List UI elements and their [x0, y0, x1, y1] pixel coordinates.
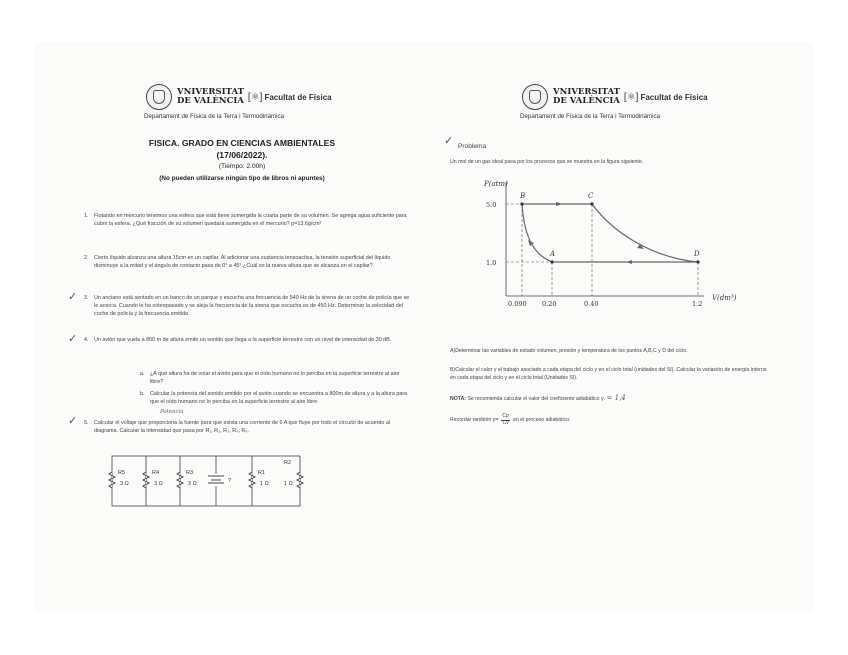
x-axis-label: V(dm³)	[712, 294, 737, 302]
exam-title: FISICA. GRADO EN CIENCIAS AMBIENTALES	[148, 138, 336, 148]
resistor-value: 3 Ω	[154, 481, 163, 487]
resistor-r1	[249, 472, 255, 488]
problem-intro: Un mol de un gas ideal pasa por los procesos que se muestra en la figura siguiente.	[450, 159, 644, 165]
resistor-value: 1 Ω	[260, 481, 269, 487]
pv-diagram	[484, 174, 754, 324]
resistor-r5	[109, 472, 115, 488]
faculty-name: Facultat de Física	[264, 92, 332, 102]
university-seal-icon	[146, 84, 172, 110]
department-name: Departament de Física de la Terra i Termodinàmica	[520, 113, 661, 120]
handwritten-note: Potencia	[160, 409, 184, 415]
part-a: A)Determinar las variables de estado volumen, presión y temperatura de los puntos A,B,C y D del ciclo.	[450, 348, 688, 354]
point-d	[696, 260, 699, 263]
recordar: Recordar también γ= $\frac{Cp}{Cv}$ en el proceso adiabático.	[450, 413, 571, 426]
resistor-value: 3 Ω	[120, 481, 129, 487]
x-tick-label: 0.090	[508, 300, 527, 308]
point-label: B	[520, 192, 526, 200]
university-logo	[522, 84, 708, 110]
faculty-icon: [⚛]	[247, 91, 263, 103]
checkmark-icon: ✓	[68, 333, 78, 345]
source-label: ?	[228, 478, 232, 484]
question-1: 1. Flotando en mercurio tenemos una esfera que está tiene sumergida la cuarta parte de su volumen. Se agrega agua suficiente para cubrir la esfera. ¿Qué fracción de su volumen quedará sumergida en el mercurio? ρ=13.6g/cm³	[84, 213, 407, 228]
resistor-value: 1 Ω	[284, 481, 293, 487]
y-tick-label: 5.0	[486, 201, 497, 209]
question-5: 5. Calcular el voltaje que proporciona la fuente para que exista una corriente de 6 A que fluye por todo el circuito de acuerdo al diagrama. Calcular la intensidad que pasa por R₁, R₂, R₃, R₄, R₅.	[84, 420, 391, 435]
part-b: B)Calcular el calor y el trabajo asociado a cada etapa del ciclo y en el ciclo total (unidades del SI). Calcular la variación de energía interna en cada etapa del ciclo y en el ciclo total (Unidades SI).	[450, 367, 767, 382]
x-tick-label: 0.20	[542, 300, 557, 308]
resistor-label: R1	[258, 470, 266, 476]
question-3: 3. Un anciano está sentado en un banco de un parque y escucha una frecuencia de 540 Hz de la sirena de un coche de policía que se le acerca. Cuando le ha sobrepasado y se aleja la frecuencia de la sirena que escucha es de 450 Hz. Determinar la velocidad del coche de policía y la frecuencia emitida	[84, 295, 410, 318]
department-name: Departament de Física de la Terra i Termodinàmica	[144, 113, 285, 120]
resistor-label: R2	[284, 460, 292, 466]
arrow-icon	[626, 260, 632, 264]
exam-page-1	[56, 42, 428, 612]
faculty-icon: [⚛]	[623, 91, 639, 103]
point-c	[590, 202, 593, 205]
exam-page-2	[444, 42, 804, 612]
cp-cv-fraction: $\frac{Cp}{Cv}$	[502, 413, 509, 426]
x-tick-label: 0.40	[584, 300, 599, 308]
question-4b: b. Calcular la potencia del sonido emitido por el avión cuando se encuentra a 800m de altura y a la altura para que el oído humano no lo perciba en la superficie terrestre al aire libre.	[140, 391, 408, 406]
university-logo	[146, 84, 332, 110]
process-cd	[592, 204, 698, 262]
point-label: A	[550, 250, 556, 258]
checkmark-icon: ✓	[444, 135, 454, 147]
exam-time: (Tiempo: 2.00h)	[218, 163, 266, 170]
question-4a: a. ¿A qué altura ha de volar el avión para que el oído humano no lo perciba en la superficie terrestre al aire libre?	[140, 371, 400, 386]
circuit-diagram	[108, 452, 308, 512]
resistor-r4	[143, 472, 149, 488]
point-a	[550, 260, 553, 263]
faculty-name: Facultat de Física	[640, 92, 708, 102]
checkmark-icon: ✓	[68, 415, 78, 427]
resistor-r3	[177, 472, 183, 488]
checkmark-icon: ✓	[68, 291, 78, 303]
arrow-icon	[556, 202, 562, 206]
point-b	[520, 202, 523, 205]
resistor-label: R4	[152, 470, 160, 476]
arrow-icon	[528, 240, 534, 246]
exam-date: (17/06/2022).	[216, 150, 268, 160]
y-tick-label: 1.0	[486, 259, 497, 267]
university-seal-icon	[522, 84, 548, 110]
y-axis-label: P(atm)	[484, 180, 508, 188]
point-label: C	[588, 192, 594, 200]
circuit-wire	[112, 456, 300, 506]
university-name: VNIVERSITAT DE VALÈNCIA	[553, 87, 620, 106]
nota: NOTA: Se recomienda calcular el valor del coeficiente adiabático γ. = 1,4	[450, 394, 626, 402]
resistor-value: 3 Ω	[188, 481, 197, 487]
scanned-sheet	[34, 42, 814, 612]
question-4: 4. Un avión que vuela a 800 m de altura emite un sonido que llega a la superficie terrestre con un nivel de intensidad de 30 dB.	[84, 337, 392, 343]
university-name: VNIVERSITAT DE VALÈNCIA	[177, 87, 244, 106]
point-label: D	[694, 250, 700, 258]
resistor-r2	[297, 472, 303, 488]
problem-heading: Problema	[458, 143, 487, 150]
question-2: 2. Cierto líquido alcanza una altura 15cm en un capilar. Al adicionar una sustancia tensoactiva, la tensión superficial del líquido disminuye a la mitad y el ángulo de contacto pasa de 0° a 45°.¿Cuál es la nueva altura que se alcanza en el capilar?.	[84, 255, 391, 270]
resistor-label: R3	[186, 470, 194, 476]
exam-note: (No pueden utilizarse ningún tipo de libros ni apuntes)	[159, 175, 325, 182]
handwritten-gamma: = 1,4	[606, 394, 626, 402]
process-ab	[522, 204, 552, 262]
resistor-label: R5	[118, 470, 126, 476]
x-tick-label: 1.2	[692, 300, 703, 308]
